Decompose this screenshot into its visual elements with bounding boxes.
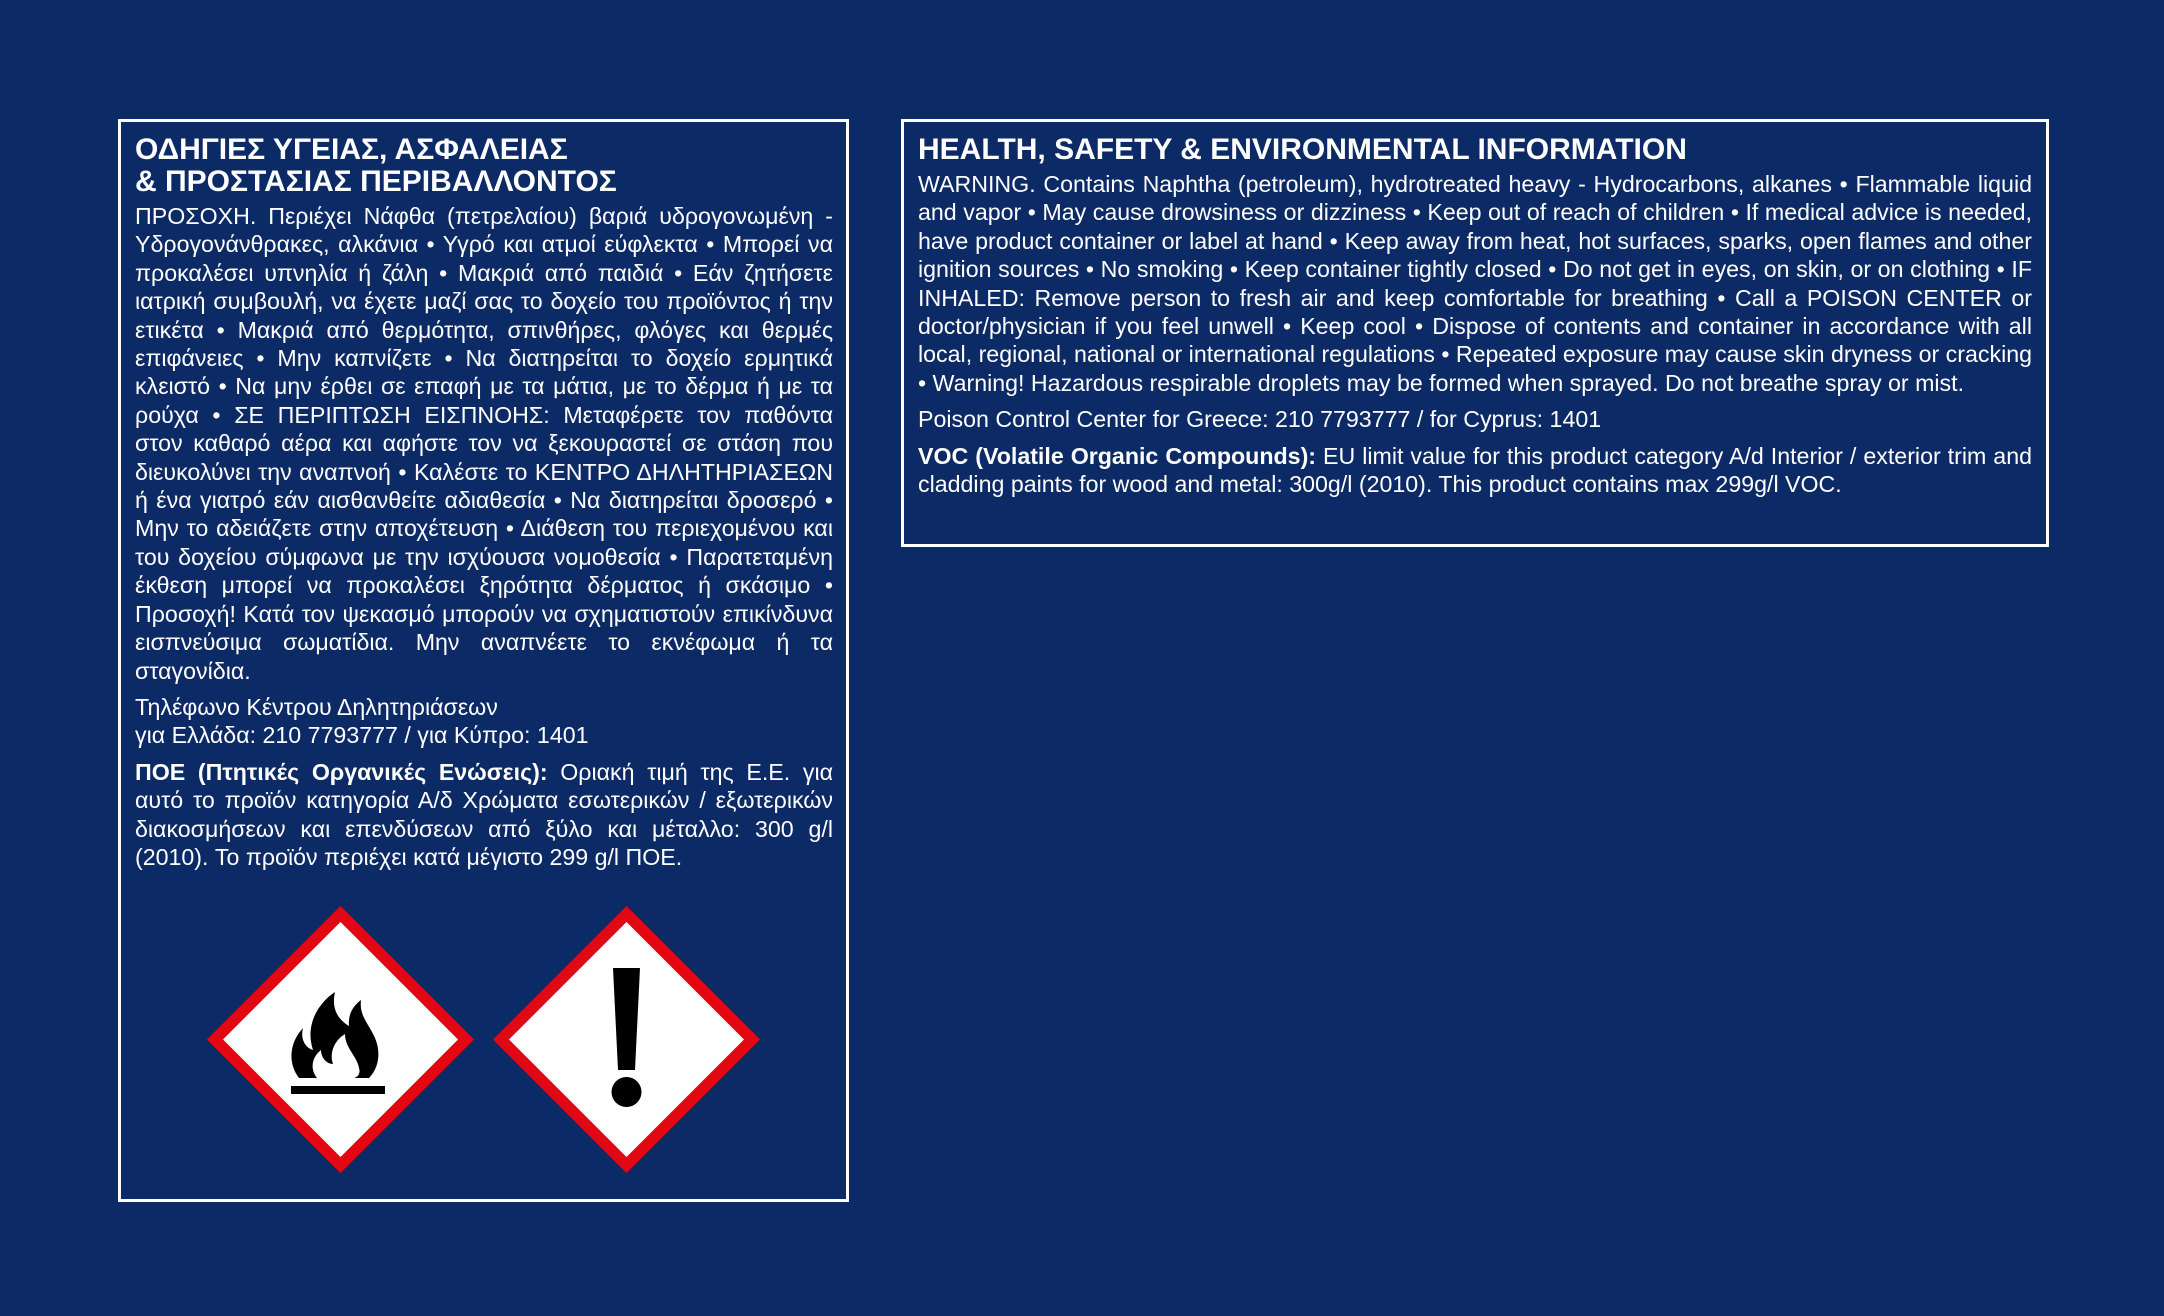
ghs-flammable-icon [203,902,478,1177]
english-safety-panel [901,119,2049,547]
hazard-pictograms [203,902,763,1177]
ghs-exclamation-icon [489,902,764,1177]
greek-poison-line2: για Ελλάδα: 210 7793777 / για Κύπρο: 1401 [135,722,589,749]
greek-poison-line1: Τηλέφωνο Κέντρου Δηλητηριάσεων [135,693,498,720]
english-title: HEALTH, SAFETY & ENVIRONMENTAL INFORMATION [918,133,1687,166]
greek-voc-info [135,758,833,872]
greek-warning-text: ΠΡΟΣΟΧΗ. Περιέχει Νάφθα (πετρελαίου) βαριά υδρογονωμένη - Υδρογονάνθρακες, αλκάνια • Υγρό και ατμοί εύφλεκτα • Μπορεί να προκαλέσει υπνηλία ή ζάλη • Μακριά από παιδιά • Εάν ζητήσετε ιατρική συμβουλή, να έχετε μαζί σας το δοχείο του προϊόντος ή την ετικέτα • Μακριά από θερμότητα, σπινθήρες, φλόγες και θερμές επιφάνειες • Μην καπνίζετε • Να διατηρείται το δοχείο ερμητικά κλειστό • Να μην έρθει σε επαφή με τα μάτια, με το δέρμα ή με τα ρούχα • ΣΕ ΠΕΡΙΠΤΩΣΗ ΕΙΣΠΝΟΗΣ: Μεταφέρετε τον παθόντα στον καθαρό αέρα και αφήστε τον να ξεκουραστεί σε στάση που διευκολύνει την αναπνοή • Καλέστε το ΚΕΝΤΡΟ ΔΗΛΗΤΗΡΙΑΣΕΩΝ ή ένα γιατρό εάν αισθανθείτε αδιαθεσία • Να διατηρείται δροσερό • Μην το αδειάζετε στην αποχέτευση • Διάθεση του περιεχομένου και του δοχείου σύμφωνα με την ισχύουσα νομοθεσία • Παρατεταμένη έκθεση μπορεί να προκαλέσει ξηρότητα δέρματος ή σκάσιμο • Προσοχή! Κατά τον ψεκασμό μπορούν να σχηματιστούν επικίνδυνα εισπνεύσιμα σωματίδια. Μην αναπνέετε το εκνέφωμα ή τα σταγονίδια. [135,203,833,684]
greek-safety-panel [118,119,849,1202]
english-warning-text: WARNING. Contains Naphtha (petroleum), hydrotreated heavy - Hydrocarbons, alkanes • Flammable liquid and vapor • May cause drowsiness or dizziness • Keep out of reach of children • If medical advice is needed, have product container or label at hand • Keep away from heat, hot surfaces, sparks, open flames and other ignition sources • No smoking • Keep container tightly closed • Do not get in eyes, on skin, or on clothing • IF INHALED: Remove person to fresh air and keep comfortable for breathing • Call a POISON CENTER or doctor/physician if you feel unwell • Keep cool • Dispose of contents and container in accordance with all local, regional, national or international regulations • Repeated exposure may cause skin dryness or cracking • Warning! Hazardous respirable droplets may be formed when sprayed. Do not breathe spray or mist. [918,171,2033,396]
english-voc-label: VOC (Volatile Organic Compounds): [918,442,1317,469]
greek-title [135,134,833,198]
greek-poison-center [135,693,833,750]
greek-voc-label: ΠΟΕ (Πτητικές Οργανικές Ενώσεις): [135,758,548,785]
english-voc-info [918,442,2032,499]
english-poison-center: Poison Control Center for Greece: 210 7793777 / for Cyprus: 1401 [918,406,1602,433]
greek-voc-text: Οριακή τιμή της Ε.Ε. για αυτό το προϊόν κατηγορία Α/δ Χρώματα εσωτερικών / εξωτερικών διακοσμήσεων και επενδύσεων από ξύλο και μέταλλο: 300 g/l (2010). Το προϊόν περιέχει κατά μέγιστο 299 g/l ΠΟΕ. [135,758,833,870]
greek-title-line2: & ΠΡΟΣΤΑΣΙΑΣ ΠΕΡΙΒΑΛΛΟΝΤΟΣ [135,165,617,198]
greek-title-line1: ΟΔΗΓΙΕΣ ΥΓΕΙΑΣ, ΑΣΦΑΛΕΙΑΣ [135,133,568,166]
english-voc-text: EU limit value for this product category A/d Interior / exterior trim and cladding paints for wood and metal: 300g/l (2010). This product contains max 299g/l VOC. [918,442,2032,498]
